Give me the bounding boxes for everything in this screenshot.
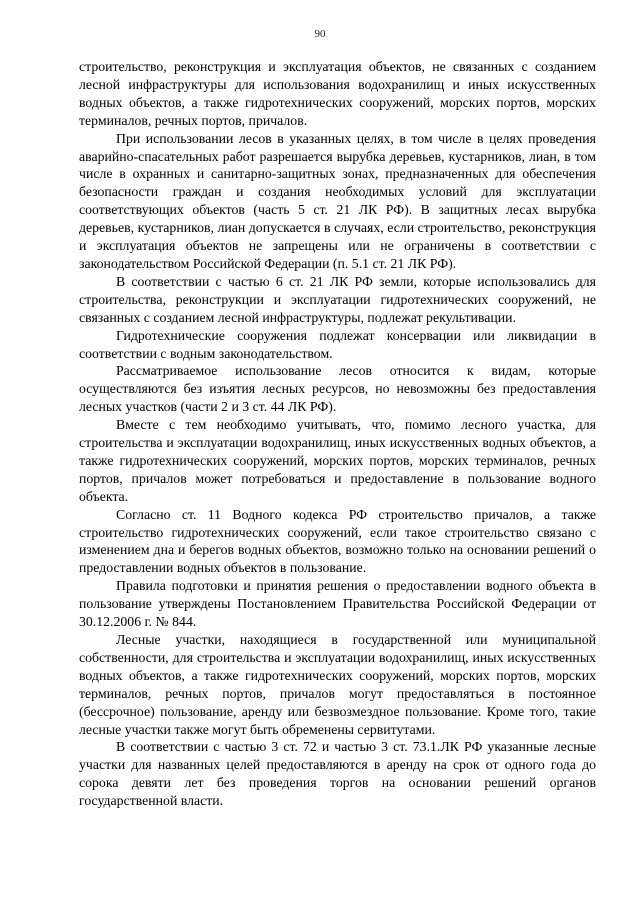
- paragraph-tree-felling: При использовании лесов в указанных целях, в том числе в целях проведения аварийно-спасательных работ разрешается вырубка деревьев, кустарников, лиан, в том числе в охранных и санитарно-защитных зонах, предназначенных для обеспечения безопасности граждан и создания необходимых условий для эксплуатации соответствующих объектов (часть 5 ст. 21 ЛК РФ). В защитных лесах вырубка деревьев, кустарников, лиан допускается в случаях, если строительство, реконструкция и эксплуатация объектов не запрещены или не ограничены в соответствии с законодательством Российской Федерации (п. 5.1 ст. 21 ЛК РФ).: [79, 130, 596, 271]
- paragraph-land-provision: Лесные участки, находящиеся в государственной или муниципальной собственности, для строительства и эксплуатации водохранилищ, иных искусственных водных объектов, а также гидротехнических сооружений, морских портов, морских терминалов, речных портов, причалов могут предоставляться в постоянное (бессрочное) пользование, аренду или безвозмездное пользование. Кроме того, такие лесные участки также могут быть обременены сервитутами.: [79, 632, 596, 737]
- document-body: [79, 58, 596, 810]
- paragraph-water-body-use: Вместе с тем необходимо учитывать, что, помимо лесного участка, для строительства и эксплуатации водохранилищ, иных искусственных водных объектов, а также гидротехнических сооружений, морских портов, морских терминалов, речных портов, причалов может потребоваться и предоставление в пользование водного объекта.: [79, 417, 596, 504]
- paragraph-water-code: Согласно ст. 11 Водного кодекса РФ строительство причалов, а также строительство гидротехнических сооружений, если такое строительство связано с изменением дна и берегов водных объектов, возможно только на основании решений о предоставлении водных объектов в пользование.: [79, 506, 596, 576]
- paragraph-conservation: Гидротехнические сооружения подлежат консервации или ликвидации в соответствии с водным законодательством.: [79, 327, 596, 361]
- paragraph-forest-use-type: Рассматриваемое использование лесов относится к видам, которые осуществляются без изъятия лесных ресурсов, но невозможны без предоставления лесных участков (части 2 и 3 ст. 44 ЛК РФ).: [79, 363, 596, 415]
- paragraph-continuation: строительство, реконструкция и эксплуатация объектов, не связанных с созданием лесной инфраструктуры для использования водохранилищ и иных искусственных водных объектов, а также гидротехнических сооружений, морских портов, морских терминалов, речных портов, причалов.: [79, 59, 596, 128]
- page-number: 90: [314, 28, 326, 40]
- paragraph-government-rules: Правила подготовки и принятия решения о предоставлении водного объекта в пользование утверждены Постановлением Правительства Российской Федерации от 30.12.2006 г. № 844.: [79, 578, 596, 630]
- paragraph-lease-term: В соответствии с частью 3 ст. 72 и частью 3 ст. 73.1.ЛК РФ указанные лесные участки для названных целей предоставляются в аренду на срок от одного года до сорока девяти лет без проведения торгов на основании решений органов государственной власти.: [79, 739, 596, 809]
- paragraph-recultivation: В соответствии с частью 6 ст. 21 ЛК РФ земли, которые использовались для строительства, реконструкции и эксплуатации гидротехнических сооружений, не связанных с созданием лесной инфраструктуры, подлежат рекультивации.: [79, 273, 596, 325]
